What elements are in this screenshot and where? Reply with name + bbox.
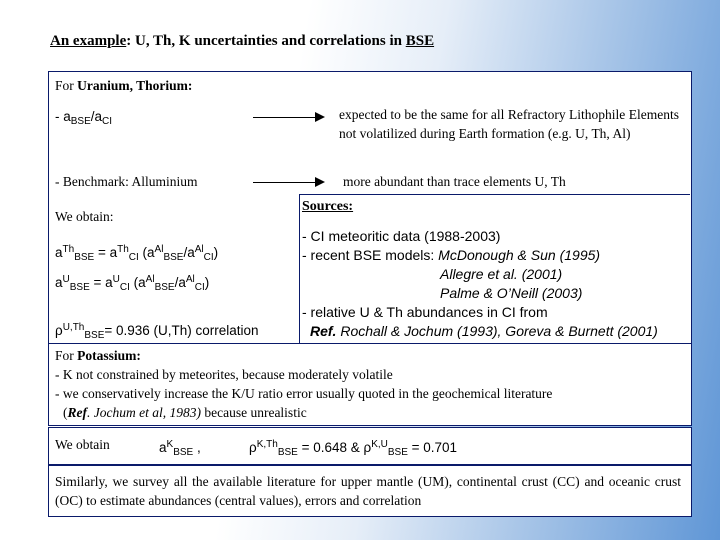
similarly-box: [48, 465, 692, 517]
source-bse-models: - recent BSE models: McDonough & Sun (1995): [302, 247, 601, 263]
abundant-text: more abundant than trace elements U, Th: [343, 174, 566, 189]
source-rochall: Ref. Rochall & Jochum (1993), Goreva & Burnett (2001): [310, 323, 658, 339]
title-main: : U, Th, K uncertainties and correlations in: [126, 33, 406, 49]
sources-heading: Sources:: [302, 199, 354, 214]
potassium-heading: For Potassium:: [55, 348, 141, 363]
sources-box: [299, 194, 690, 343]
arrow-right-icon: [253, 117, 323, 118]
potassium-box: [48, 344, 692, 426]
source-ci-meteoritic: - CI meteoritic data (1988-2003): [302, 228, 501, 244]
benchmark-text: - Benchmark: Alluminium: [55, 174, 198, 189]
rho-k-correlations: $\rho^{K,Th}_{BSE} = 0.648$ & $\rho^{K,U}_{BSE} = 0.701$: [249, 439, 458, 458]
a-k-bse: $a^K_{BSE}$ ,: [159, 439, 201, 458]
rho-uth-correlation: $\rho^{U,Th}_{BSE}= 0.936$ (U,Th) correlation: [55, 322, 259, 341]
refractory-text: expected to be the same for all Refractory Lithophile Elements not volatilized during Earth formation (e.g. U, Th, Al): [339, 107, 679, 141]
source-allegre: Allegre et al. (2001): [440, 266, 563, 282]
we-obtain-label: We obtain:: [55, 209, 114, 224]
we-obtain-label: We obtain: [55, 437, 110, 452]
title-bse: BSE: [405, 33, 435, 49]
similarly-text: Similarly, we survey all the available literature for upper mantle (UM), continental crust (CC) and oceanic crust (OC) to estimate abundances (central values), errors and correlation: [55, 474, 681, 508]
ratio-bse-ci: - $a_{BSE}/a_{CI}$: [55, 109, 113, 127]
arrow-right-icon: [253, 182, 323, 183]
potassium-line-3: (Ref. Jochum et al, 1983) because unrealistic: [63, 405, 307, 420]
uranium-heading: For Uranium, Thorium:: [55, 78, 193, 93]
title-example: An example: [50, 33, 127, 49]
equation-thorium: $a^{Th}_{BSE} = a^{Th}_{CI}$ $(a^{Al}_{BSE}/a^{Al}_{CI})$: [55, 244, 219, 263]
uranium-thorium-box: [48, 71, 692, 344]
slide-title: [50, 33, 434, 50]
equation-uranium: $a^U_{BSE} = a^U_{CI}$ $(a^{Al}_{BSE}/a^{Al}_{CI})$: [55, 274, 210, 293]
potassium-line-1: - K not constrained by meteorites, because moderately volatile: [55, 367, 393, 382]
potassium-result-box: [48, 427, 692, 465]
source-palme: Palme & O’Neill (2003): [440, 285, 583, 301]
potassium-line-2: - we conservatively increase the K/U ratio error usually quoted in the geochemical literature: [55, 386, 553, 401]
source-relative-u-th: - relative U & Th abundances in CI from: [302, 304, 548, 320]
